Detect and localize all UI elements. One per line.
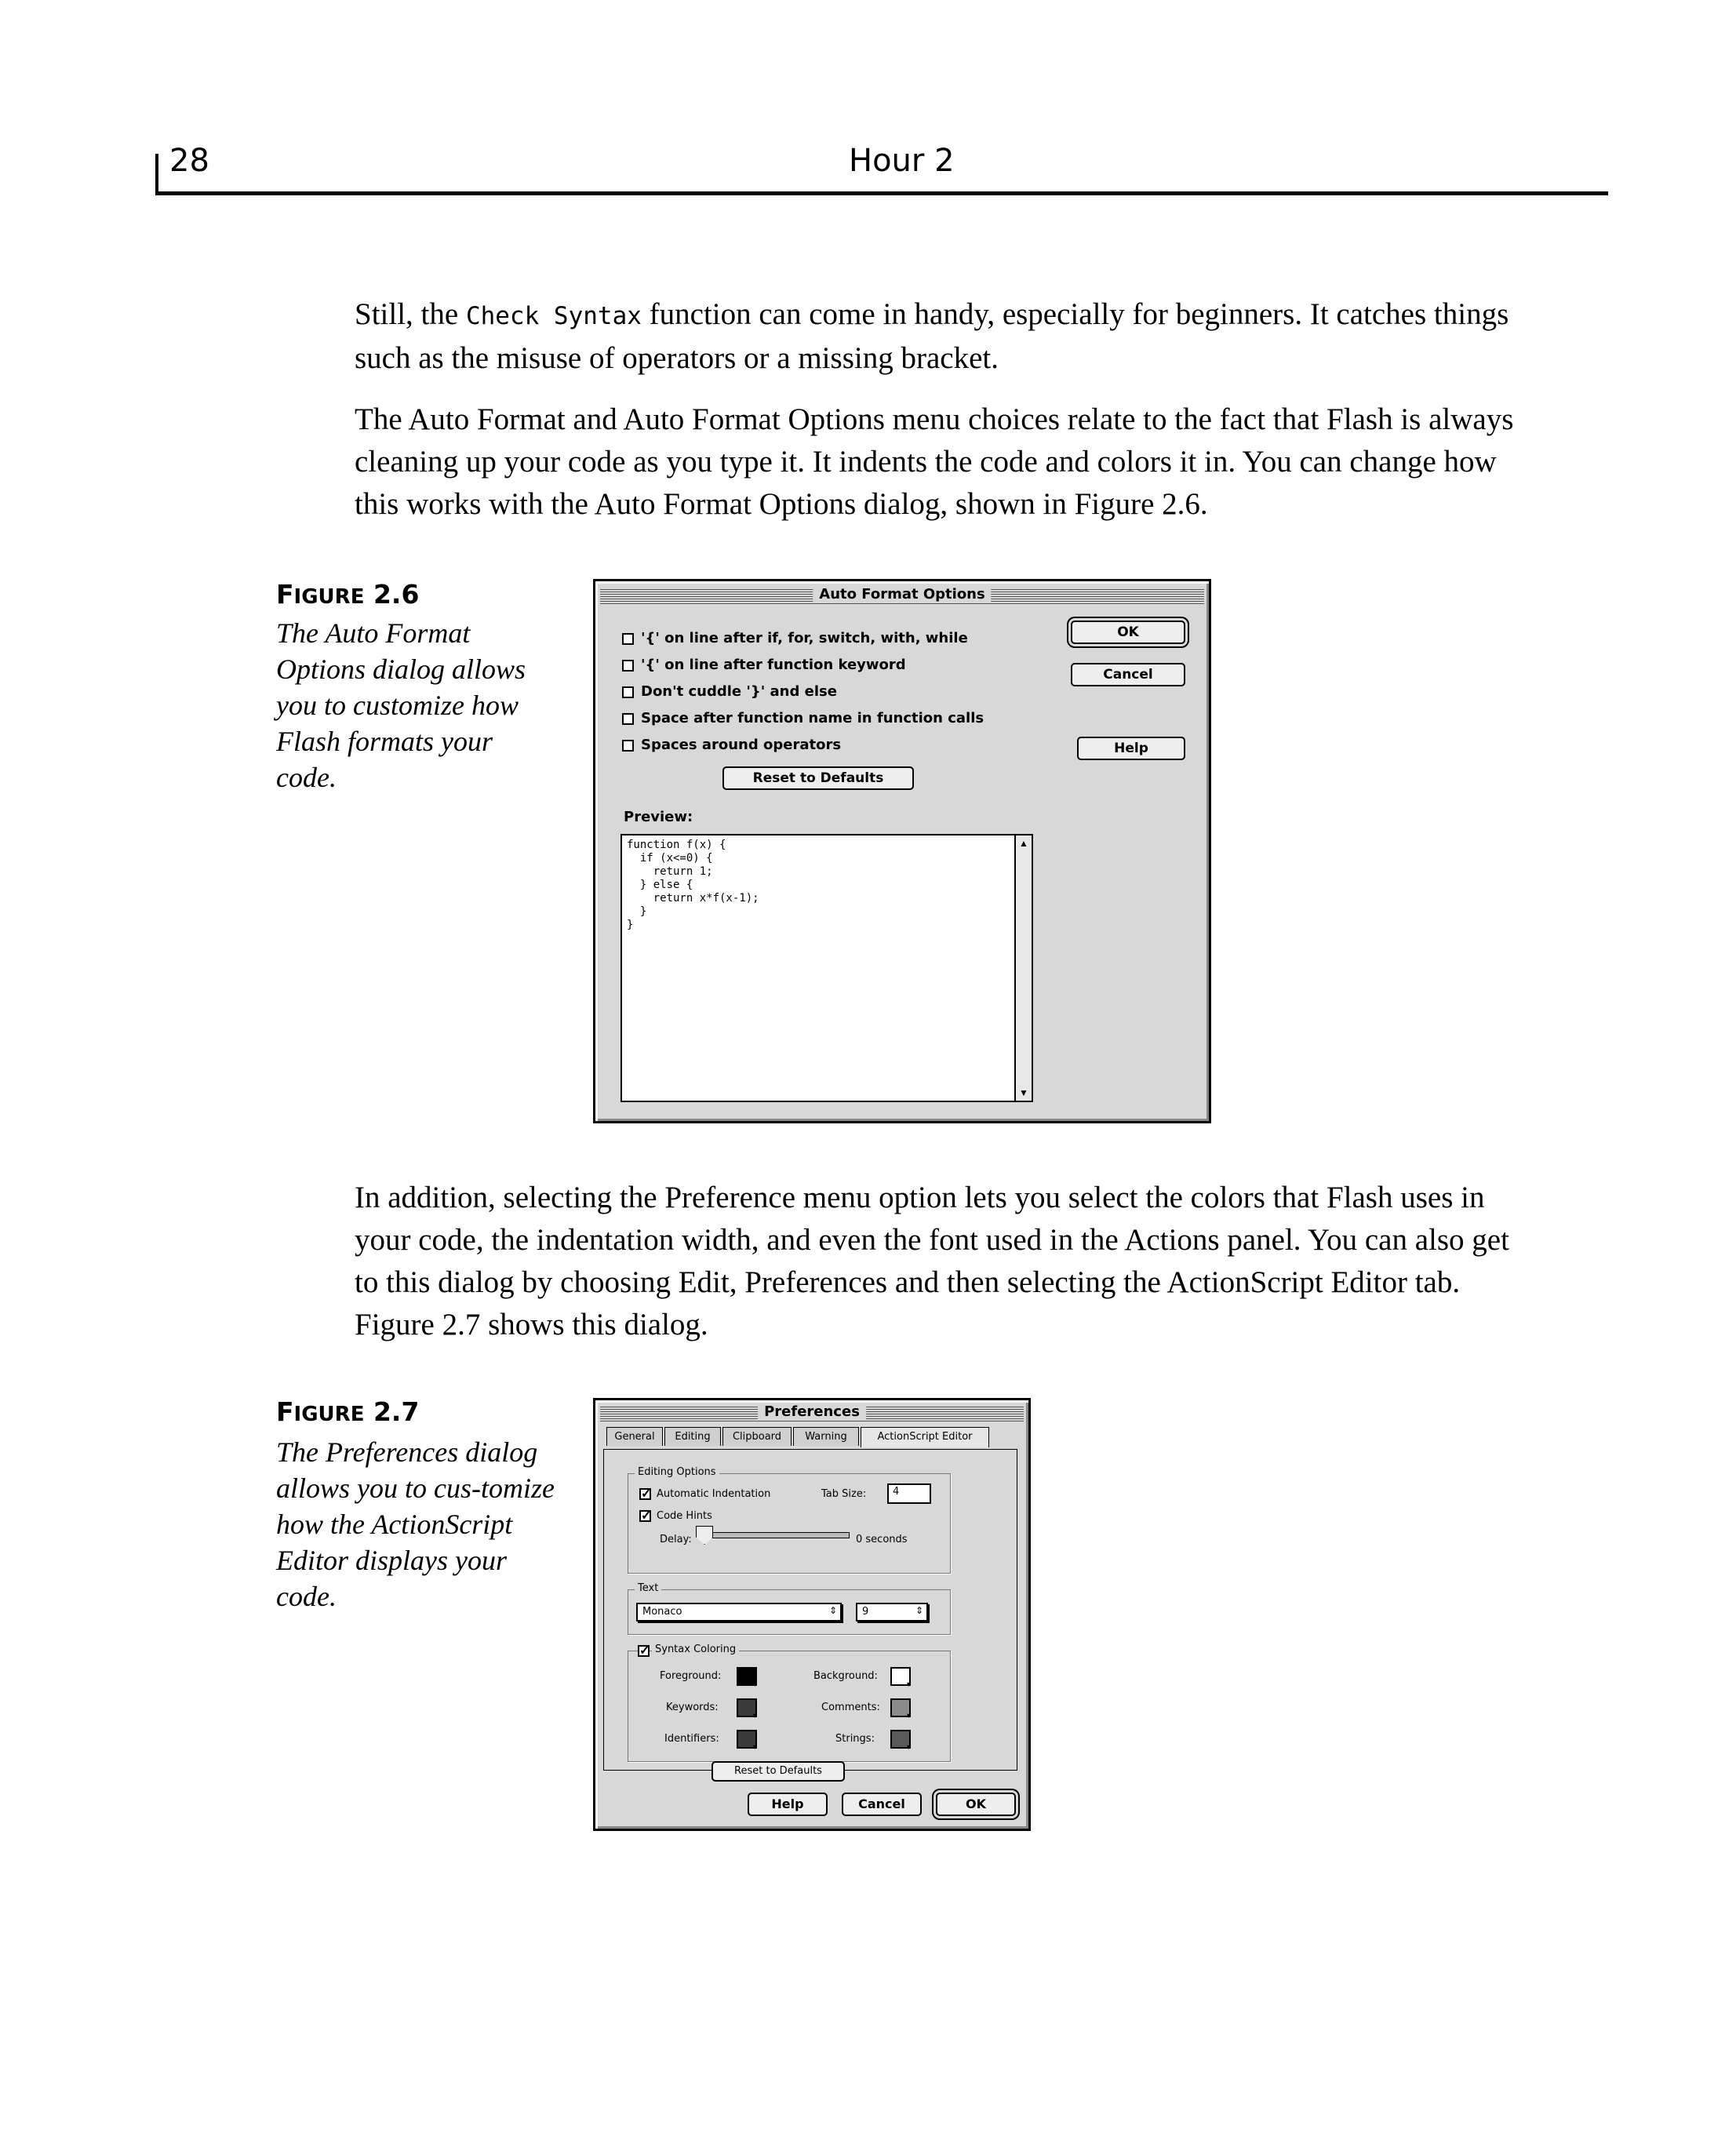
ok-button[interactable]: OK [1071,621,1185,644]
page-number: 28 [169,143,209,179]
tab-size-input[interactable]: 4 [887,1483,931,1504]
paragraph-3: In addition, selecting the Preference menu option lets you select the colors that Flash uses in your code, the indentation width, and even the font used in the Actions panel. You can also get to this dialog by choosing Edit, Preferences and then selecting the ActionScript Editor tab. Figure 2.7 shows this dialog. [355,1181,1509,1341]
figure-label-initial: F [276,579,294,610]
figure-2-7-label [276,1396,419,1427]
editing-options-title: Editing Options [635,1466,719,1478]
background-color-swatch[interactable] [890,1667,911,1686]
paragraph-1 [355,293,1539,380]
scroll-up-icon[interactable]: ▲ [1019,838,1028,849]
preview-scrollbar[interactable] [1014,835,1032,1101]
foreground-label: Foreground: [660,1670,722,1682]
delay-value: 0 seconds [856,1534,908,1545]
running-head: Hour 2 [849,143,955,179]
option-checkbox-2[interactable] [622,660,634,672]
figure-2-7-caption: The Preferences dialog allows you to cus-tomize how the ActionScript Editor displays your code. [276,1436,555,1612]
header-tick [155,154,158,195]
auto-format-options-dialog [593,579,1211,1123]
automatic-indentation-checkbox[interactable] [639,1488,651,1500]
dialog-titlebar [600,1405,1024,1422]
code-hints-checkbox[interactable] [639,1510,651,1522]
tab-editing[interactable]: Editing [664,1427,721,1446]
tab-panel [603,1449,1017,1771]
figure-label-initial: F [276,1396,294,1427]
strings-color-swatch[interactable] [890,1730,911,1749]
preview-area[interactable] [621,834,1033,1102]
preview-label: Preview: [624,809,693,825]
option-label-5: Spaces around operators [641,737,842,753]
strings-label: Strings: [835,1733,875,1745]
paragraph-1-text-b: function can come in handy, especially for beginners. It catches things such as the misuse of operators or a missing bracket. [355,297,1509,375]
inline-code: Check Syntax [465,302,642,330]
popup-arrows-icon: ⇕ [828,1605,837,1616]
figure-label-number: 2.7 [373,1396,420,1427]
foreground-color-swatch[interactable] [737,1667,757,1686]
syntax-coloring-group [628,1643,951,1762]
background-label: Background: [813,1670,878,1682]
option-checkbox-5[interactable] [622,740,634,752]
syntax-coloring-checkbox[interactable] [638,1645,650,1657]
option-label-4: Space after function name in function calls [641,710,984,726]
keywords-color-swatch[interactable] [737,1698,757,1717]
editing-options-group [628,1466,951,1574]
figure-label-smallcaps: IGURE [293,1403,365,1426]
font-select[interactable] [636,1603,842,1622]
option-label-2: '{' on line after function keyword [641,657,906,673]
figure-label-smallcaps: IGURE [293,585,365,609]
font-size-value: 9 [862,1606,869,1618]
tab-warning[interactable]: Warning [793,1427,859,1446]
figure-2-6-label [276,579,419,610]
option-checkbox-1[interactable] [622,633,634,645]
popup-arrows-icon: ⇕ [915,1605,923,1616]
scroll-down-icon[interactable]: ▼ [1019,1087,1028,1098]
automatic-indentation-label: Automatic Indentation [657,1488,771,1500]
keywords-label: Keywords: [666,1702,719,1713]
tab-actionscript-editor[interactable]: ActionScript Editor [861,1427,989,1447]
tab-size-label: Tab Size: [821,1488,867,1500]
identifiers-label: Identifiers: [664,1733,719,1745]
syntax-coloring-label: Syntax Coloring [652,1643,739,1655]
identifiers-color-swatch[interactable] [737,1730,757,1749]
option-label-3: Don't cuddle '}' and else [641,683,837,700]
cancel-button[interactable]: Cancel [842,1793,922,1816]
paragraph-1-text-a: Still, the [355,297,466,331]
font-size-select[interactable] [856,1603,928,1622]
paragraph-2: The Auto Format and Auto Format Options menu choices relate to the fact that Flash is always cleaning up your code as you type it. It indents the code and colors it in. You can change how this works with the Auto Format Options dialog, shown in Figure 2.6. [355,402,1514,521]
help-button[interactable]: Help [748,1793,828,1816]
tab-general[interactable]: General [606,1427,663,1446]
font-select-value: Monaco [642,1606,682,1618]
text-group [628,1582,951,1635]
delay-slider-thumb[interactable] [696,1526,713,1545]
text-group-title: Text [635,1582,661,1594]
preferences-dialog [593,1398,1031,1831]
tab-clipboard[interactable]: Clipboard [722,1427,792,1446]
ok-button[interactable]: OK [936,1793,1016,1816]
comments-color-swatch[interactable] [890,1698,911,1717]
header-rule [155,191,1608,195]
reset-to-defaults-button[interactable]: Reset to Defaults [712,1761,845,1782]
reset-to-defaults-button[interactable]: Reset to Defaults [722,766,914,790]
option-checkbox-4[interactable] [622,713,634,725]
dialog-titlebar [600,588,1204,605]
option-checkbox-3[interactable] [622,686,634,698]
preferences-tab-strip [606,1427,1014,1449]
cancel-button[interactable]: Cancel [1071,663,1185,686]
figure-label-number: 2.6 [373,579,420,610]
code-hints-label: Code Hints [657,1510,712,1522]
delay-slider-track[interactable] [699,1532,850,1538]
delay-label: Delay: [660,1534,692,1545]
figure-2-6-caption: The Auto Format Options dialog allows you to customize how Flash formats your code. [276,617,526,793]
option-label-1: '{' on line after if, for, switch, with, while [641,630,968,646]
comments-label: Comments: [821,1702,880,1713]
preview-code: function f(x) { if (x<=0) { return 1; } else { return x*f(x-1); } } [627,839,759,931]
dialog-title: Auto Format Options [813,586,991,602]
dialog-title: Preferences [758,1403,866,1420]
help-button[interactable]: Help [1077,737,1185,760]
